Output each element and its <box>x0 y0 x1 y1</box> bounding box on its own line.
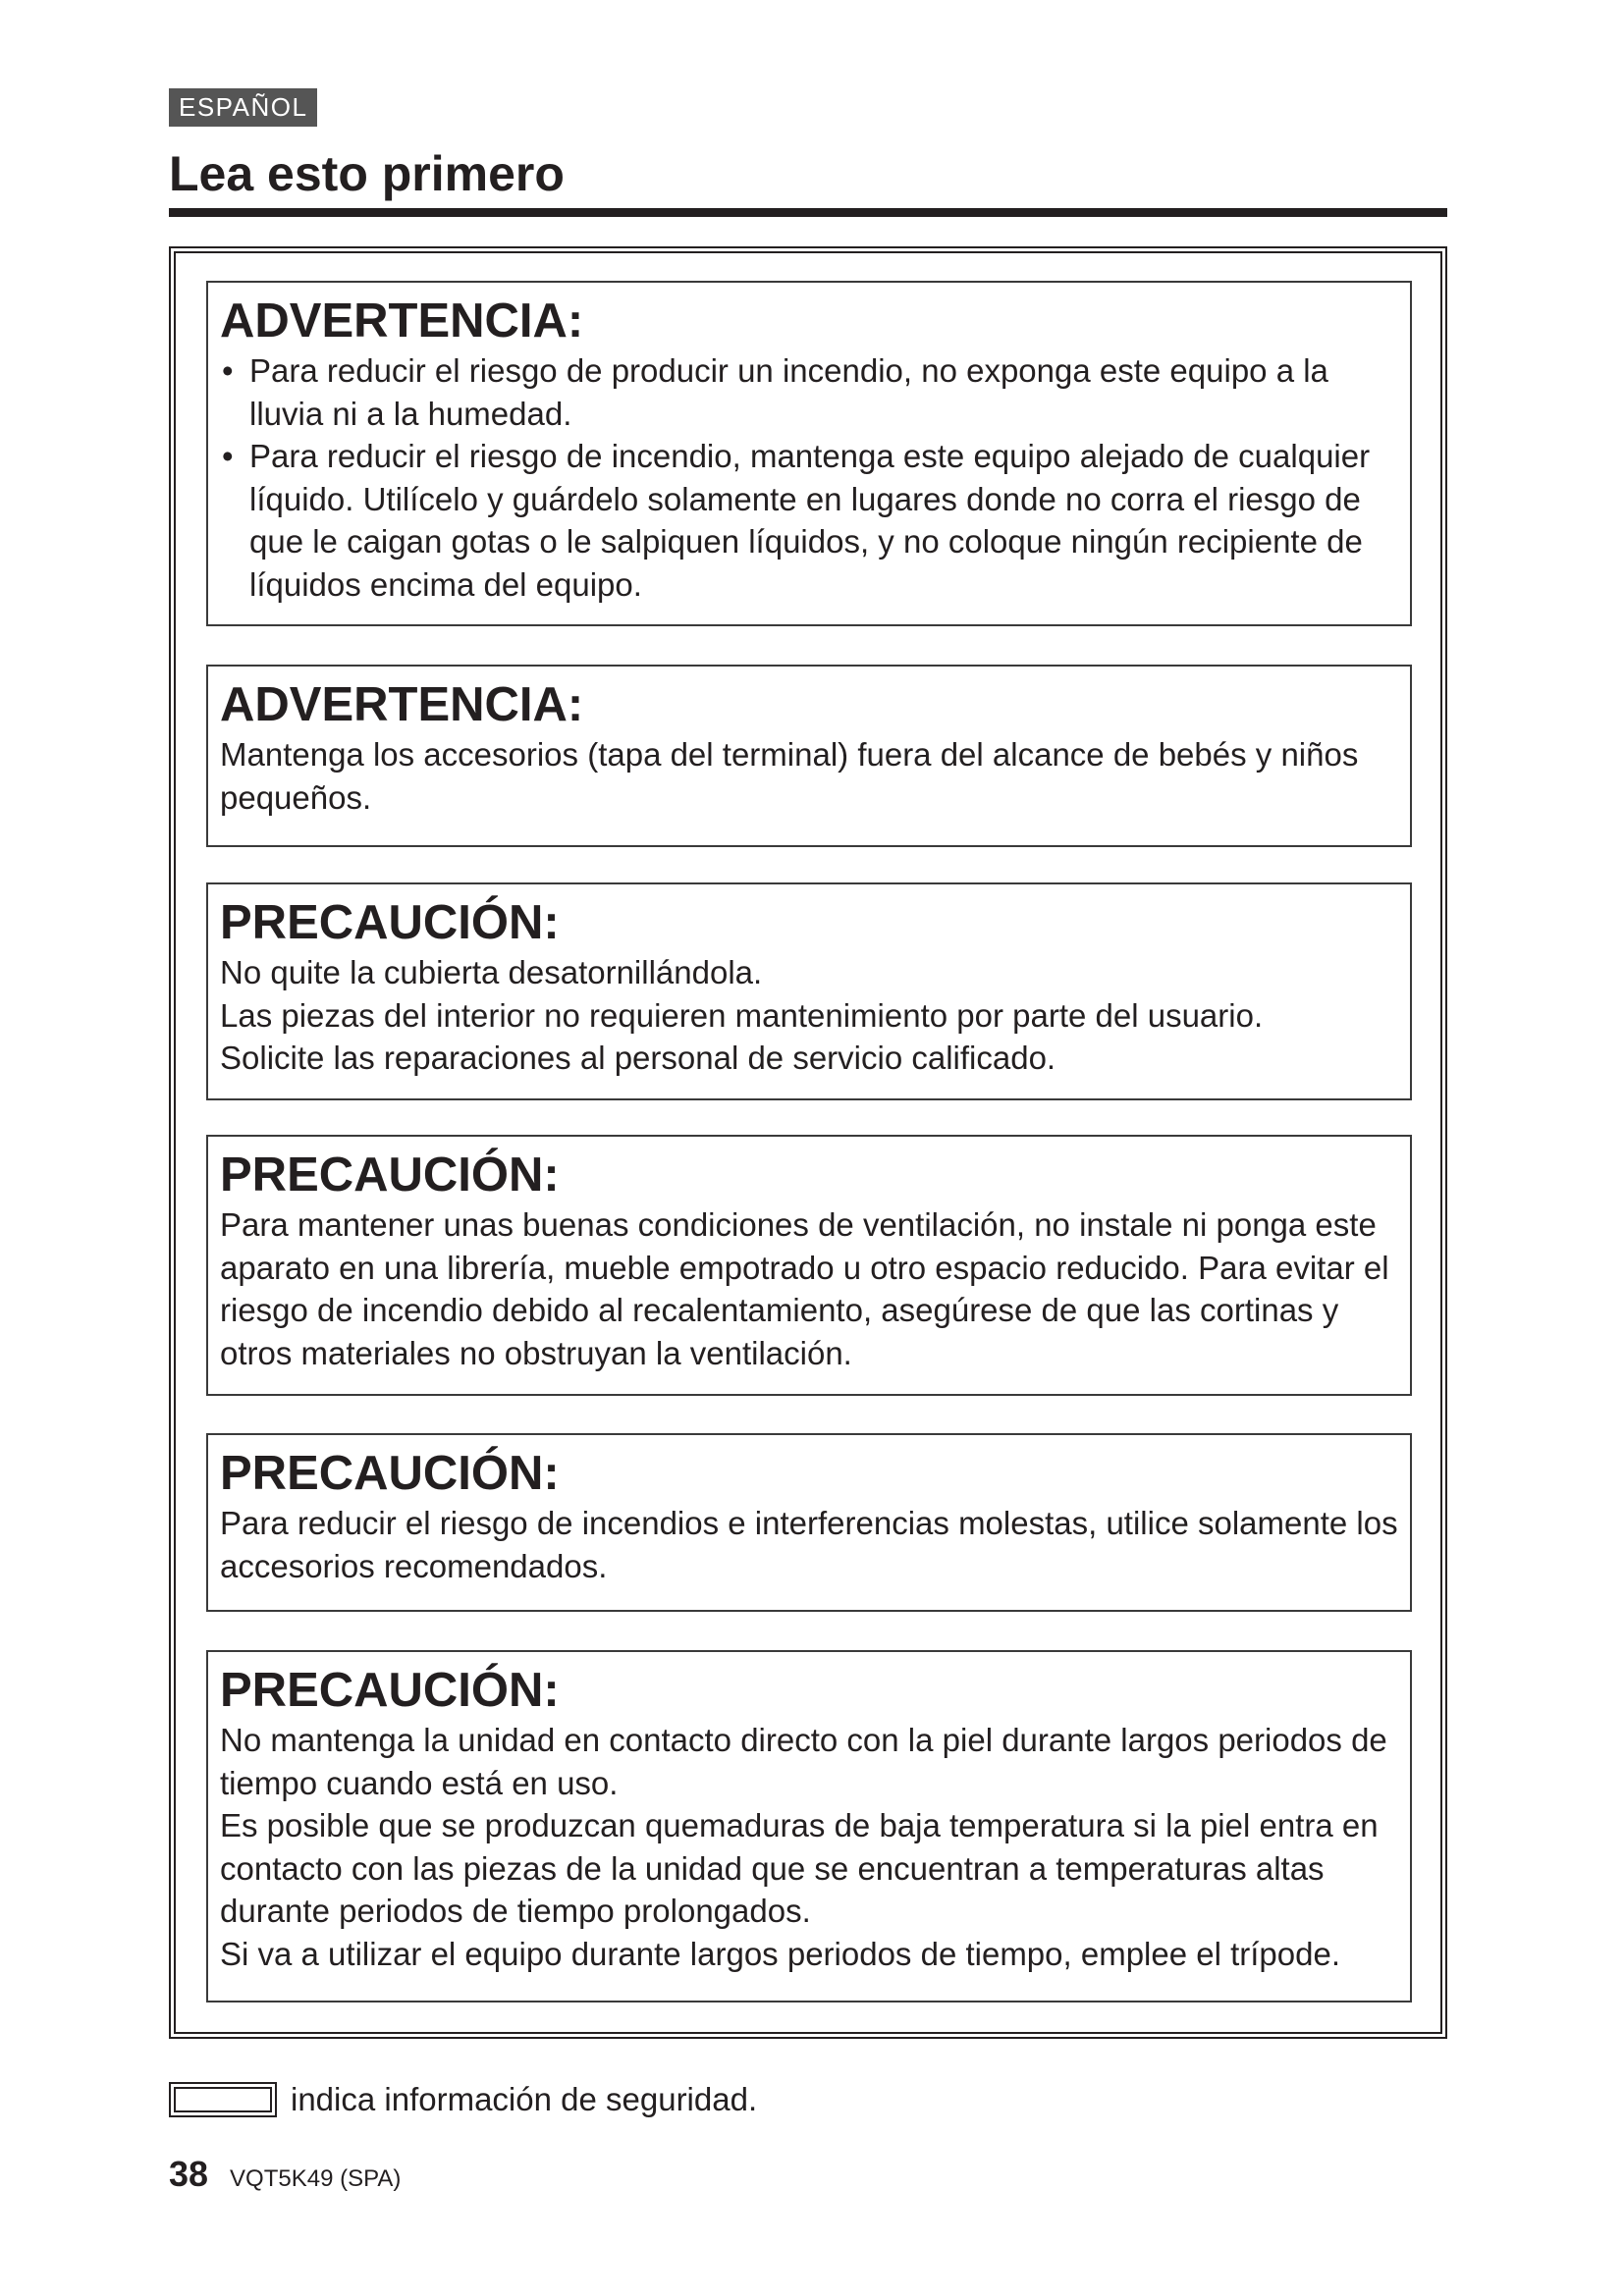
page-title: Lea esto primero <box>169 146 565 201</box>
notice-heading: ADVERTENCIA: <box>220 678 584 731</box>
notice-paragraph: Para mantener unas buenas condiciones de ventilación, no instale ni ponga este aparato en una librería, mueble empotrado u otro espacio reducido. Para evitar el riesgo de incendio debido al recalentamiento, asegúrese de que las cortinas y otros materiales no obstruyan la ventilación. <box>220 1206 1389 1371</box>
caution-notice-accessories <box>206 1433 1412 1612</box>
notice-body <box>220 733 1398 819</box>
notice-paragraph: Solicite las reparaciones al personal de servicio calificado. <box>220 1040 1056 1076</box>
notice-body <box>220 349 1398 606</box>
title-rule <box>169 208 1447 217</box>
bullet-text: Para reducir el riesgo de producir un incendio, no exponga este equipo a la lluvia ni a la humedad. <box>249 352 1328 432</box>
notice-body <box>220 1502 1398 1587</box>
notice-heading: PRECAUCIÓN: <box>220 1447 560 1500</box>
notice-paragraph: Para reducir el riesgo de incendios e interferencias molestas, utilice solamente los accesorios recomendados. <box>220 1505 1398 1584</box>
notice-paragraph: Es posible que se produzcan quemaduras de baja temperatura si la piel entra en contacto con las piezas de la unidad que se encuentran a temperaturas altas durante periodos de tiempo prolongados. <box>220 1807 1379 1929</box>
page-footer <box>169 2154 401 2195</box>
notice-paragraph: Mantenga los accesorios (tapa del terminal) fuera del alcance de bebés y niños pequeños. <box>220 736 1359 816</box>
language-tag: ESPAÑOL <box>169 88 317 127</box>
caution-notice-ventilation <box>206 1135 1412 1396</box>
bullet-item <box>220 435 1398 606</box>
notice-paragraph: Si va a utilizar el equipo durante largos periodos de tiempo, emplee el trípode. <box>220 1935 1341 1972</box>
notice-paragraph: No quite la cubierta desatornillándola. <box>220 954 763 990</box>
notice-body <box>220 951 1398 1080</box>
bullet-text: Para reducir el riesgo de incendio, mantenga este equipo alejado de cualquier líquido. Utilícelo y guárdelo solamente en lugares donde no corra el riesgo de que le caigan gotas o le salpiquen líquidos, y no coloque ningún recipiente de líquidos encima del equipo. <box>249 438 1371 603</box>
bullet-icon: • <box>222 438 234 474</box>
document-code: VQT5K49 (SPA) <box>230 2165 402 2192</box>
warning-notice-accessories <box>206 665 1412 847</box>
double-frame-icon <box>169 2082 277 2117</box>
bullet-item <box>220 349 1398 435</box>
page-number: 38 <box>169 2154 209 2194</box>
caution-notice-skin-contact <box>206 1650 1412 2002</box>
bullet-icon: • <box>222 352 234 389</box>
notice-heading: PRECAUCIÓN: <box>220 1664 560 1717</box>
notice-heading: PRECAUCIÓN: <box>220 896 560 949</box>
notice-heading: PRECAUCIÓN: <box>220 1148 560 1201</box>
notice-heading: ADVERTENCIA: <box>220 294 584 347</box>
notice-body <box>220 1203 1398 1374</box>
notice-paragraph: No mantenga la unidad en contacto directo con la piel durante largos periodos de tiempo cuando está en uso. <box>220 1722 1387 1801</box>
legend-text: indica información de seguridad. <box>291 2081 758 2117</box>
bullet-list <box>220 349 1398 606</box>
safety-legend <box>169 2077 757 2122</box>
notice-paragraph: Las piezas del interior no requieren mantenimiento por parte del usuario. <box>220 996 1264 1034</box>
notice-body <box>220 1719 1398 1975</box>
warning-notice-water <box>206 281 1412 626</box>
caution-notice-cover <box>206 882 1412 1100</box>
